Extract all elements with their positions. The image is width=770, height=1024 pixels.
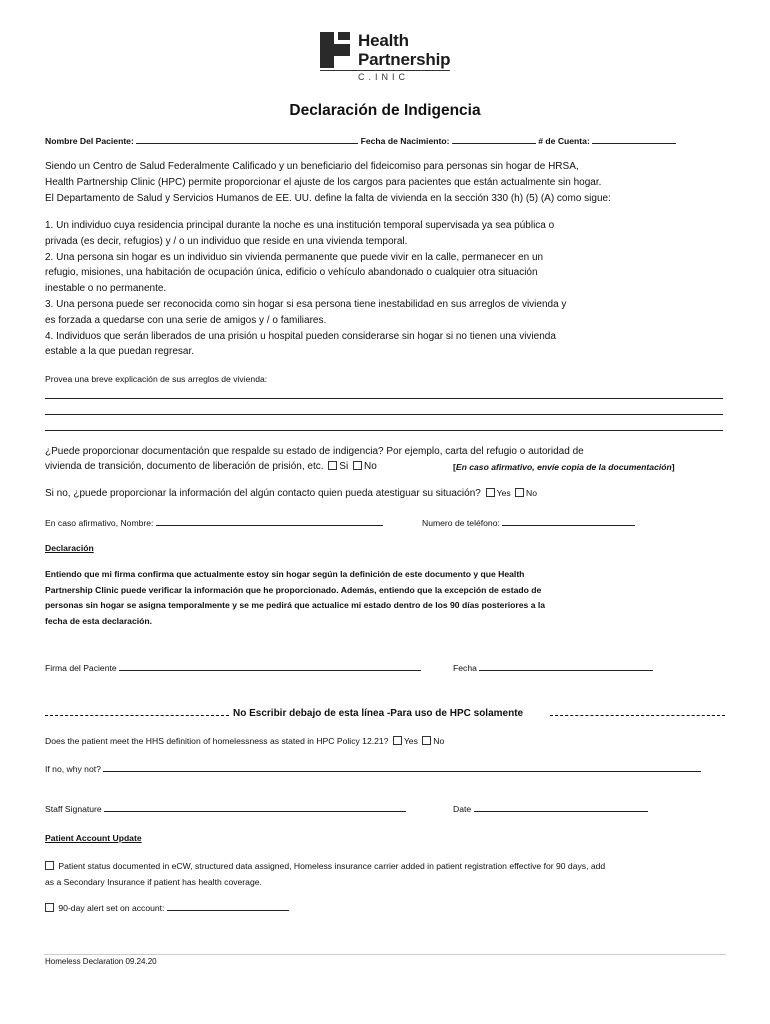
intro-line: Health Partnership Clinic (HPC) permite proporcionar el ajuste de los cargos para pacientes que están actualmente sin hogar.: [45, 176, 602, 188]
definition-line: privada (es decir, refugios) y / o un individuo que reside en una vivienda temporal.: [45, 235, 408, 247]
contact-phone-label: Numero de teléfono:: [422, 518, 500, 528]
declaration-line: personas sin hogar se asigna temporalmente y se me pedirá que actualice mi estado dentro de los 90 días posteriores a la: [45, 600, 546, 610]
documentation-no-checkbox[interactable]: [353, 461, 362, 470]
documentation-note: [En caso afirmativo, envíe copia de la documentación]: [453, 462, 675, 472]
hhs-question-text: Does the patient meet the HHS definition of homelessness as stated in HPC Policy 12.21?: [45, 736, 389, 746]
declaration-line: Partnership Clinic puede verificar la información que he proporcionado. Además, entiendo que la excepción de estado de: [45, 584, 542, 595]
staff-date-row: [453, 802, 648, 814]
definition-line: 3. Una persona puede ser reconocida como sin hogar si esa persona tiene inestabilidad en sus arreglos de vivienda y: [45, 298, 567, 310]
intro-paragraph: [45, 159, 611, 206]
contact-name-label: En caso afirmativo, Nombre:: [45, 518, 154, 528]
documentation-note-text: En caso afirmativo, envíe copia de la documentación: [455, 462, 672, 472]
declaration-line: fecha de esta declaración.: [45, 615, 152, 626]
living-arrangements-line-1[interactable]: [45, 398, 723, 399]
staff-date-field[interactable]: [474, 802, 648, 812]
divider-dash-right: [550, 715, 725, 716]
definition-line: es forzada a quedarse con una serie de amigos y / o familiares.: [45, 314, 327, 326]
account-field[interactable]: [592, 134, 676, 144]
contact-yes-label: Yes: [496, 488, 511, 498]
staff-signature-field[interactable]: [104, 802, 406, 812]
why-not-field[interactable]: [103, 762, 701, 772]
contact-question-row: [45, 488, 537, 499]
patient-name-field[interactable]: [136, 134, 358, 144]
logo-mark-icon: [318, 30, 352, 70]
living-arrangements-line-3[interactable]: [45, 430, 723, 431]
hhs-yes-checkbox[interactable]: [393, 736, 402, 745]
logo-text-partnership: Partnership: [358, 50, 451, 69]
account-label: # de Cuenta:: [538, 136, 590, 146]
definitions-list: [45, 218, 566, 360]
contact-yes-checkbox[interactable]: [486, 488, 495, 497]
documentation-no-label: No: [363, 461, 377, 472]
footer-rule: [44, 954, 726, 955]
hhs-no-label: No: [433, 736, 445, 746]
contact-phone-field[interactable]: [502, 516, 635, 526]
why-not-label: If no, why not?: [45, 764, 101, 774]
account-update-item-1-line2: as a Secondary Insurance if patient has health coverage.: [45, 876, 262, 887]
declaration-date-field[interactable]: [479, 661, 653, 671]
patient-signature-label: Firma del Paciente: [45, 663, 117, 673]
office-use-divider-text: No Escribir debajo de esta línea -Para uso de HPC solamente: [233, 708, 524, 719]
logo-rule: [320, 70, 450, 71]
patient-name-label: Nombre Del Paciente:: [45, 136, 134, 146]
contact-phone-row: [422, 516, 635, 528]
hhs-question-row: [45, 736, 444, 746]
account-update-item-1-line1: Patient status documented in eCW, structured data assigned, Homeless insurance carrier added in patient registration effective for 90 days, add: [58, 861, 606, 871]
documentation-question-text: vivienda de transición, documento de liberación de prisión, etc.: [45, 461, 324, 472]
dob-field[interactable]: [452, 134, 536, 144]
contact-name-row: [45, 516, 383, 528]
staff-signature-row: [45, 802, 406, 814]
logo-text-health: Health: [358, 31, 409, 50]
living-arrangements-prompt: Provea una breve explicación de sus arreglos de vivienda:: [45, 374, 268, 384]
account-update-item-2-label: 90-day alert set on account:: [58, 903, 165, 913]
declaration-heading: Declaración: [45, 543, 94, 553]
hhs-no-checkbox[interactable]: [422, 736, 431, 745]
contact-no-checkbox[interactable]: [515, 488, 524, 497]
declaration-line: Entiendo que mi firma confirma que actualmente estoy sin hogar según la definición de este documento y que Health: [45, 569, 525, 579]
declaration-date-label: Fecha: [453, 663, 477, 673]
documentation-yes-label: Si: [339, 461, 349, 472]
intro-line: El Departamento de Salud y Servicios Humanos de EE. UU. define la falta de vivienda en la sección 330 (h) (5) (A) como sigue:: [45, 192, 611, 204]
alert-set-checkbox[interactable]: [45, 903, 54, 912]
patient-signature-row: [45, 661, 421, 673]
contact-no-label: No: [526, 488, 538, 498]
definition-line: 1. Un individuo cuya residencia principal durante la noche es una institución temporal supervisada ya sea pública o: [45, 220, 555, 231]
documentation-question-line2: [45, 461, 377, 472]
definition-line: estable a la que puedan regresar.: [45, 346, 194, 358]
patient-signature-field[interactable]: [119, 661, 421, 671]
account-update-heading: Patient Account Update: [45, 833, 142, 843]
why-not-row: [45, 762, 701, 774]
declaration-text: [45, 567, 545, 629]
divider-dash-left: [45, 715, 229, 716]
staff-date-label: Date: [453, 804, 472, 814]
definition-line: inestable o no permanente.: [45, 283, 167, 295]
staff-signature-label: Staff Signature: [45, 804, 102, 814]
dob-label: Fecha de Nacimiento:: [360, 136, 450, 146]
account-update-item-1: [45, 859, 605, 890]
documentation-question-line1: ¿Puede proporcionar documentación que respalde su estado de indigencia? Por ejemplo, carta del refugio o autoridad de: [45, 446, 584, 457]
definition-line: refugio, misiones, una habitación de ocupación única, edificio o vehículo abandonado o cualquier otra situación: [45, 267, 538, 279]
intro-line: Siendo un Centro de Salud Federalmente Calificado y un beneficiario del fideicomiso para personas sin hogar de HRSA,: [45, 161, 579, 172]
contact-name-field[interactable]: [156, 516, 383, 526]
page-title: Declaración de Indigencia: [289, 102, 481, 119]
definition-line: 4. Individuos que serán liberados de una prisión u hospital pueden considerarse sin hogar si no tienen una vivienda: [45, 330, 556, 342]
patient-fields-row: [45, 134, 676, 146]
ecw-documented-checkbox[interactable]: [45, 861, 54, 870]
declaration-date-row: [453, 661, 653, 673]
hhs-yes-label: Yes: [403, 736, 418, 746]
logo-text-clinic: C.INIC: [358, 72, 409, 82]
contact-question-text: Si no, ¿puede proporcionar la información del algún contacto quien pueda atestiguar su situación?: [45, 488, 481, 499]
living-arrangements-line-2[interactable]: [45, 414, 723, 415]
definition-line: 2. Una persona sin hogar es un individuo sin vivienda permanente que puede vivir en la calle, permanecer en un: [45, 251, 544, 263]
account-update-item-2: [45, 901, 289, 913]
alert-set-field[interactable]: [167, 901, 289, 911]
documentation-yes-checkbox[interactable]: [328, 461, 337, 470]
footer-text: Homeless Declaration 09.24.20: [45, 957, 157, 966]
